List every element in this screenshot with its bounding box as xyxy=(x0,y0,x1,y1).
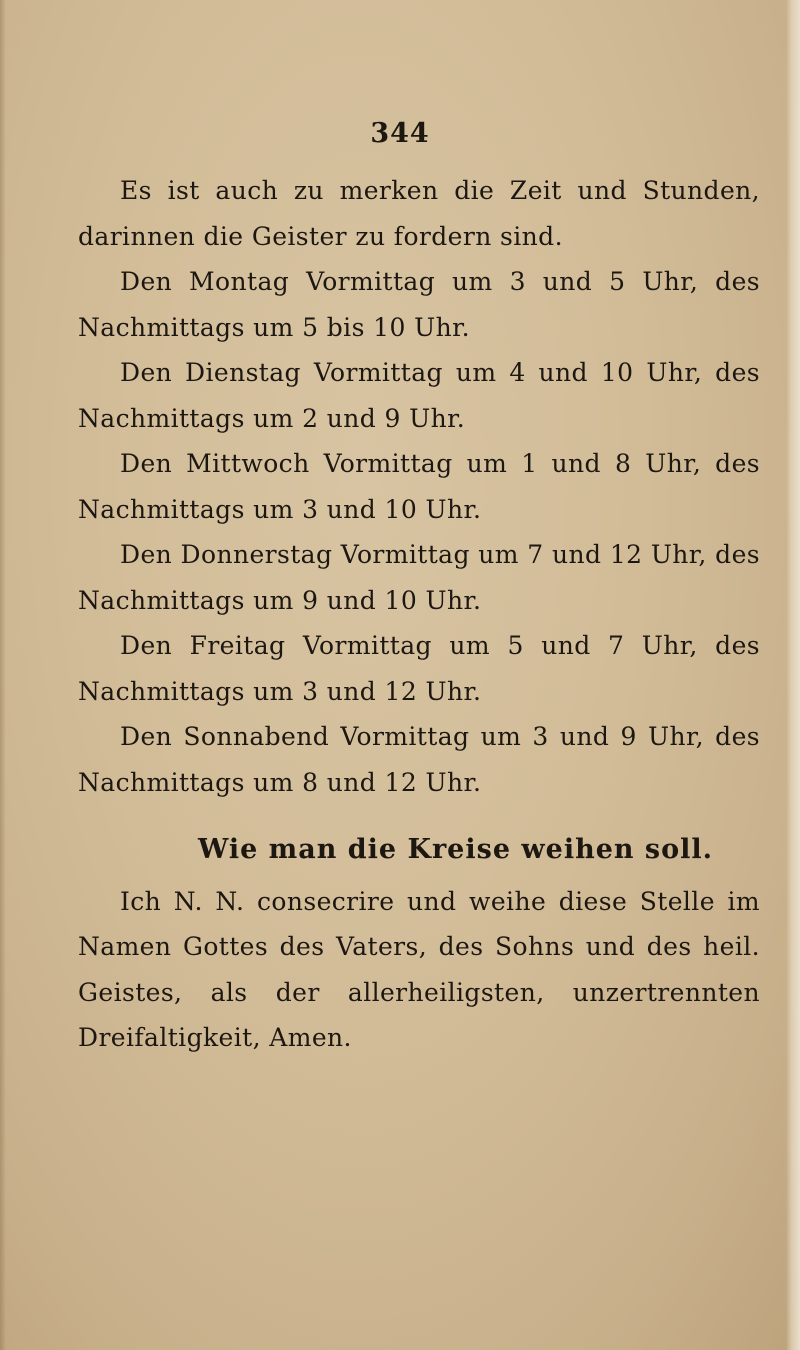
page-number: 344 xyxy=(370,118,430,149)
page-edge xyxy=(786,0,800,1350)
consecration-text: Ich N. N. consecrire und weihe diese Stelle im Namen Gottes des Vaters, des Sohns und des heil. Geistes, als der allerheiligsten, unzertrennten Dreifaltigkeit, Amen. xyxy=(78,886,760,1052)
schedule-tuesday: Den Dienstag Vormittag um 4 und 10 Uhr, des Nachmittags um 2 und 9 Uhr. xyxy=(78,358,760,433)
schedule-thursday: Den Donnerstag Vormittag um 7 und 12 Uhr, des Nachmittags um 9 und 10 Uhr. xyxy=(78,540,760,615)
schedule-wednesday: Den Mittwoch Vormittag um 1 und 8 Uhr, des Nachmittags um 3 und 10 Uhr. xyxy=(78,449,760,524)
schedule-intro: Es ist auch zu merken die Zeit und Stunden, darinnen die Geister zu fordern sind. xyxy=(78,176,760,251)
section-heading: Wie man die Kreise weihen soll. xyxy=(198,834,714,865)
page-text xyxy=(78,168,760,1061)
page-gutter-shadow xyxy=(0,0,6,1350)
schedule-friday: Den Freitag Vormittag um 5 und 7 Uhr, des Nachmittags um 3 und 12 Uhr. xyxy=(78,631,760,706)
schedule-saturday: Den Sonnabend Vormittag um 3 und 9 Uhr, des Nachmittags um 8 und 12 Uhr. xyxy=(78,722,760,797)
schedule-monday: Den Montag Vormittag um 3 und 5 Uhr, des Nachmittags um 5 bis 10 Uhr. xyxy=(78,267,760,342)
